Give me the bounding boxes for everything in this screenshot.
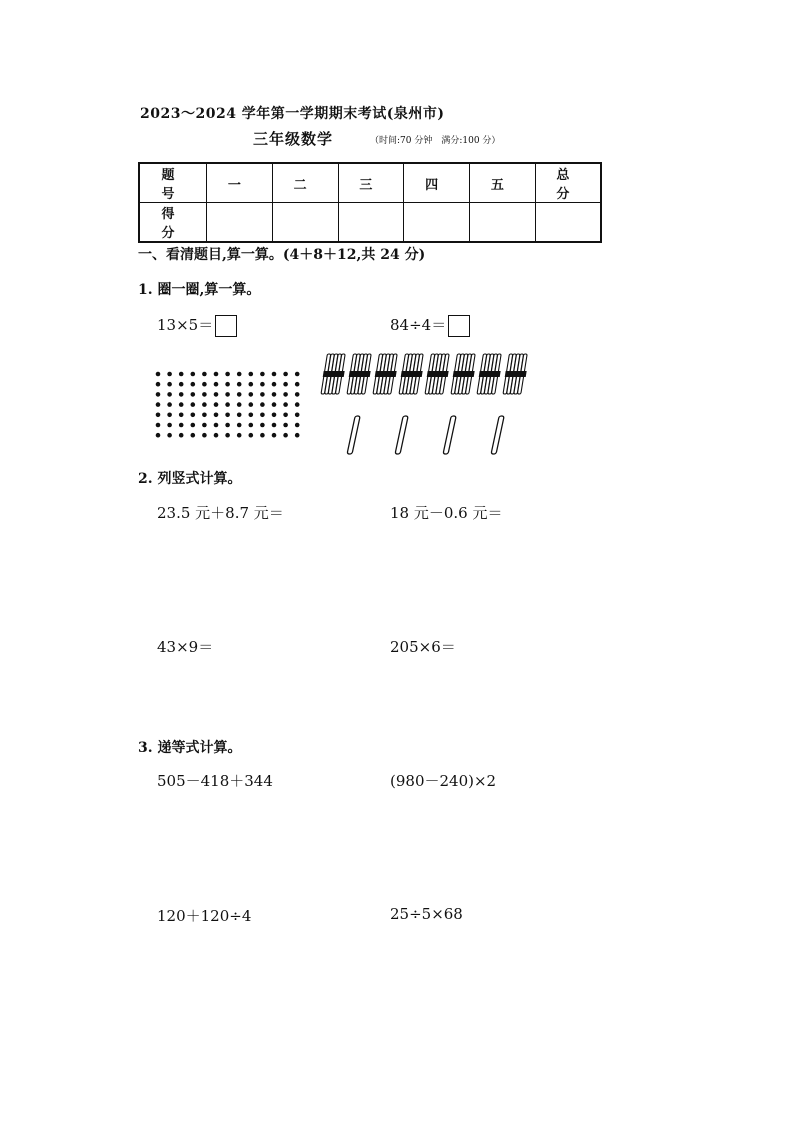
dot: [249, 413, 254, 418]
dot: [295, 413, 300, 418]
q2-item: 43×9＝: [157, 638, 214, 656]
score-table-score-row: [139, 203, 601, 243]
q3-item: 25÷5×68: [390, 905, 463, 923]
dot: [249, 423, 254, 428]
dot: [225, 382, 230, 387]
q1-expression-left: [157, 314, 237, 337]
dot: [202, 413, 207, 418]
stick-bundle: [347, 354, 371, 394]
score-table-header-cell: 四: [404, 163, 470, 203]
dot: [167, 402, 172, 407]
dot: [260, 423, 265, 428]
score-cell[interactable]: [338, 203, 404, 243]
dot: [260, 413, 265, 418]
stick-bundle: [451, 354, 475, 394]
dot: [214, 423, 219, 428]
score-table: [138, 162, 602, 243]
dot: [260, 382, 265, 387]
dot: [295, 372, 300, 377]
dot: [237, 413, 242, 418]
dot: [156, 413, 161, 418]
dot: [260, 433, 265, 438]
stick-bundle: [477, 354, 501, 394]
dot: [191, 433, 196, 438]
dot: [167, 392, 172, 397]
dot: [179, 372, 184, 377]
dot: [202, 392, 207, 397]
dot: [260, 402, 265, 407]
dot: [272, 433, 277, 438]
q1-heading: 1. 圈一圈,算一算。: [138, 282, 261, 298]
q1-expression-right-text: 84÷4＝: [390, 316, 447, 334]
single-stick: [395, 416, 408, 454]
dot: [156, 433, 161, 438]
score-table-header-cell: 二: [272, 163, 338, 203]
dot: [237, 433, 242, 438]
dot: [272, 413, 277, 418]
section-1-heading: 一、看清题目,算一算。(4＋8＋12,共 24 分): [138, 247, 426, 263]
single-stick: [443, 416, 456, 454]
dot: [167, 382, 172, 387]
dot: [249, 382, 254, 387]
stick-bundles: [318, 350, 538, 400]
dot: [179, 423, 184, 428]
q2-heading: 2. 列竖式计算。: [138, 471, 242, 487]
dot: [283, 382, 288, 387]
q1-expression-left-text: 13×5＝: [157, 316, 214, 334]
stick-bundle: [321, 354, 345, 394]
dot: [156, 423, 161, 428]
dot: [214, 402, 219, 407]
dot: [179, 433, 184, 438]
dot: [156, 372, 161, 377]
dot: [167, 423, 172, 428]
dot: [214, 372, 219, 377]
q3-item: 120＋120÷4: [157, 907, 252, 925]
dot: [225, 413, 230, 418]
dot: [249, 392, 254, 397]
q3-item: 505－418＋344: [157, 772, 273, 790]
q1-answer-box-left[interactable]: [215, 315, 237, 337]
dot: [249, 433, 254, 438]
dot: [202, 402, 207, 407]
dot: [225, 433, 230, 438]
dot: [191, 372, 196, 377]
dot: [202, 433, 207, 438]
score-cell[interactable]: [272, 203, 338, 243]
dot: [179, 413, 184, 418]
dot: [225, 392, 230, 397]
dot: [237, 402, 242, 407]
subject-title: 三年级数学: [253, 130, 334, 148]
dot: [191, 413, 196, 418]
stick-bundle: [373, 354, 397, 394]
score-table-header-cell: 题 号: [139, 163, 207, 203]
single-sticks: [338, 412, 518, 460]
dot: [237, 423, 242, 428]
dot: [283, 372, 288, 377]
q1-answer-box-right[interactable]: [448, 315, 470, 337]
dot: [283, 433, 288, 438]
dot: [167, 433, 172, 438]
score-cell[interactable]: [207, 203, 273, 243]
dot: [295, 392, 300, 397]
dot: [202, 423, 207, 428]
score-table-header-cell: 一: [207, 163, 273, 203]
dot: [272, 382, 277, 387]
dot: [179, 402, 184, 407]
stick-bundle: [503, 354, 527, 394]
dot: [237, 372, 242, 377]
dot: [202, 372, 207, 377]
dot: [191, 402, 196, 407]
q3-heading: 3. 递等式计算。: [138, 740, 242, 756]
q2-item: 205×6＝: [390, 638, 456, 656]
stick-bundle: [425, 354, 449, 394]
q3-item: (980－240)×2: [390, 772, 497, 790]
dot: [237, 382, 242, 387]
dot: [237, 392, 242, 397]
score-cell[interactable]: [535, 203, 601, 243]
single-stick: [491, 416, 504, 454]
exam-title: 2023～2024 学年第一学期期末考试(泉州市): [140, 106, 445, 122]
exam-meta: （时间:70 分钟 满分:100 分）: [370, 136, 501, 146]
dot: [202, 382, 207, 387]
dot: [191, 382, 196, 387]
dot: [272, 402, 277, 407]
dot: [249, 402, 254, 407]
dot: [156, 392, 161, 397]
dot: [167, 413, 172, 418]
dot: [156, 382, 161, 387]
dot: [295, 433, 300, 438]
dot: [283, 423, 288, 428]
score-table-header-row: [139, 163, 601, 203]
score-cell[interactable]: [404, 203, 470, 243]
dot: [179, 392, 184, 397]
dot: [283, 392, 288, 397]
stick-bundle: [399, 354, 423, 394]
q2-item: 18 元－0.6 元＝: [390, 504, 503, 522]
dot: [214, 392, 219, 397]
dot: [225, 402, 230, 407]
dot: [272, 423, 277, 428]
dot: [295, 402, 300, 407]
dot: [272, 372, 277, 377]
dot: [156, 402, 161, 407]
dot: [179, 382, 184, 387]
dot: [225, 423, 230, 428]
dot: [214, 382, 219, 387]
dot: [249, 372, 254, 377]
score-table-header-cell: 总 分: [535, 163, 601, 203]
dot: [283, 402, 288, 407]
score-table-header-cell: 五: [470, 163, 536, 203]
dot: [260, 392, 265, 397]
dot: [295, 423, 300, 428]
score-row-label: 得 分: [139, 203, 207, 243]
dot-grid: [150, 368, 310, 440]
dot: [191, 423, 196, 428]
dot: [283, 413, 288, 418]
dot: [260, 372, 265, 377]
single-stick: [347, 416, 360, 454]
dot: [214, 433, 219, 438]
q2-item: 23.5 元＋8.7 元＝: [157, 504, 284, 522]
dot: [272, 392, 277, 397]
dot: [225, 372, 230, 377]
dot: [167, 372, 172, 377]
q1-expression-right: [390, 314, 470, 337]
dot: [214, 413, 219, 418]
dot: [295, 382, 300, 387]
score-cell[interactable]: [470, 203, 536, 243]
dot: [191, 392, 196, 397]
score-table-header-cell: 三: [338, 163, 404, 203]
